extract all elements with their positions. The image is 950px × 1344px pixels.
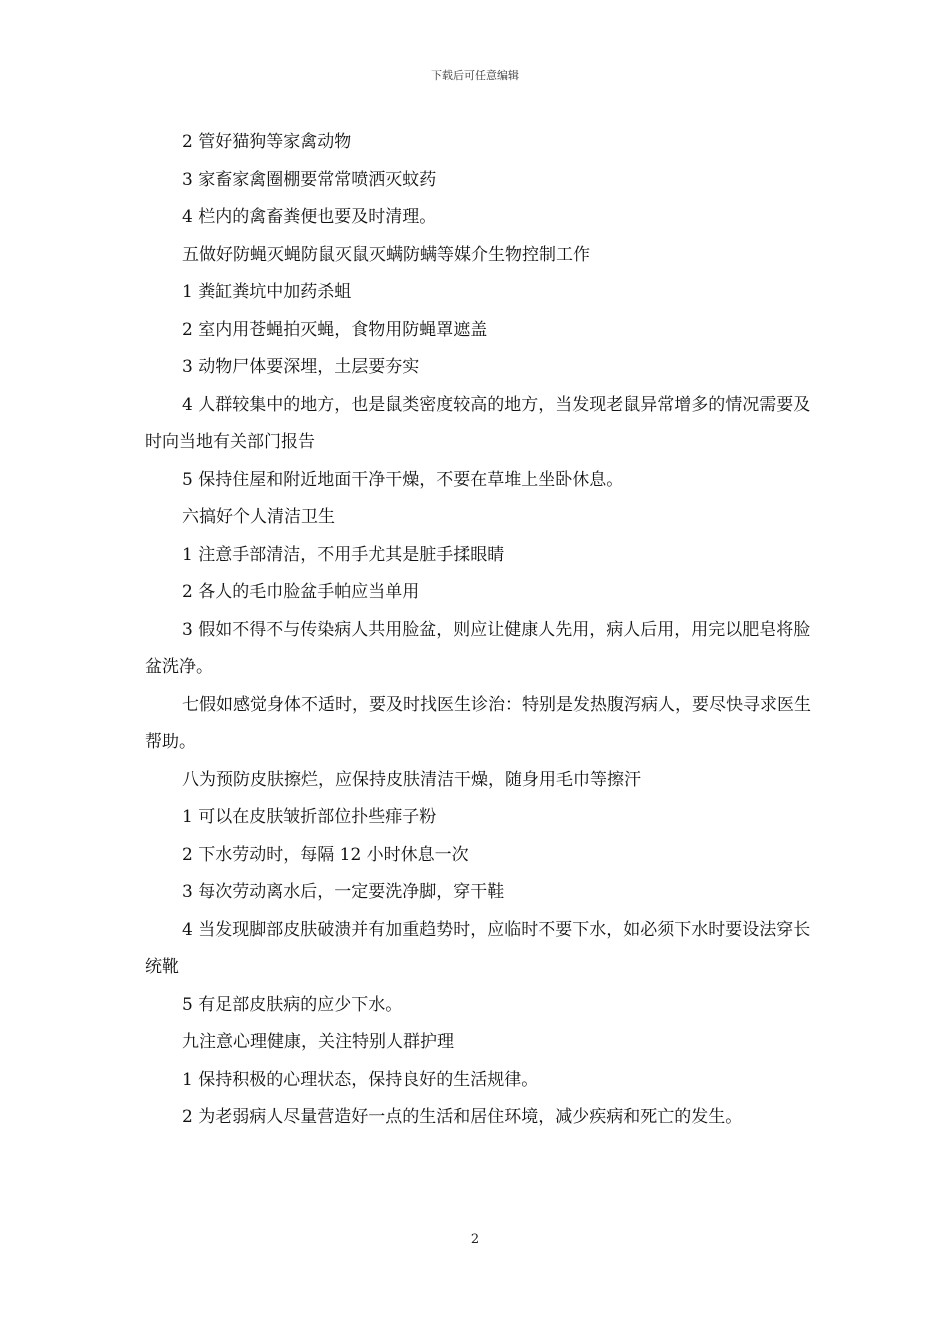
paragraph: 4 当发现脚部皮肤破溃并有加重趋势时，应临时不要下水，如必须下水时要设法穿长统靴: [145, 919, 811, 977]
paragraph: 5 有足部皮肤病的应少下水。: [182, 994, 403, 1015]
page-header: 下载后可任意编辑: [431, 69, 519, 82]
page-number: 2: [470, 1232, 480, 1247]
paragraph: 4 人群较集中的地方，也是鼠类密度较高的地方，当发现老鼠异常增多的情况需要及时向当地有关部门报告: [145, 394, 811, 452]
paragraph: 3 每次劳动离水后，一定要洗净脚，穿干鞋: [182, 882, 505, 902]
section-heading: 七假如感觉身体不适时，要及时找医生诊治：特别是发热腹泻病人，要尽快寻求医生帮助。: [145, 694, 811, 752]
paragraph: 1 保持积极的心理状态，保持良好的生活规律。: [182, 1069, 539, 1090]
paragraph: 1 可以在皮肤皱折部位扑些痱子粉: [182, 807, 437, 827]
paragraph: 4 栏内的禽畜粪便也要及时清理。: [182, 207, 437, 227]
section-heading: 九注意心理健康，关注特别人群护理: [182, 1032, 454, 1052]
paragraph: 3 动物尸体要深埋，土层要夯实: [182, 357, 420, 377]
paragraph: 5 保持住屋和附近地面干净干燥，不要在草堆上坐卧休息。: [182, 469, 624, 490]
paragraph: 2 下水劳动时，每隔 12 小时休息一次: [182, 844, 469, 865]
paragraph: 1 注意手部清洁，不用手尤其是脏手揉眼睛: [182, 544, 505, 565]
paragraph: 1 粪缸粪坑中加药杀蛆: [182, 282, 352, 302]
document-body: [145, 124, 815, 1137]
paragraph: 3 家畜家禽圈棚要常常喷洒灭蚊药: [182, 169, 437, 190]
section-heading: 五做好防蝇灭蝇防鼠灭鼠灭螨防螨等媒介生物控制工作: [182, 244, 590, 265]
paragraph: 3 假如不得不与传染病人共用脸盆，则应让健康人先用，病人后用，用完以肥皂将脸盆洗净。: [145, 619, 811, 677]
paragraph: 2 各人的毛巾脸盆手帕应当单用: [182, 582, 420, 602]
paragraph: 2 管好猫狗等家禽动物: [182, 132, 352, 152]
section-heading: 六搞好个人清洁卫生: [182, 507, 335, 527]
section-heading: 八为预防皮肤擦烂，应保持皮肤清洁干燥，随身用毛巾等擦汗: [182, 769, 641, 790]
paragraph: 2 为老弱病人尽量营造好一点的生活和居住环境，减少疾病和死亡的发生。: [182, 1107, 743, 1127]
paragraph: 2 室内用苍蝇拍灭蝇，食物用防蝇罩遮盖: [182, 319, 488, 340]
